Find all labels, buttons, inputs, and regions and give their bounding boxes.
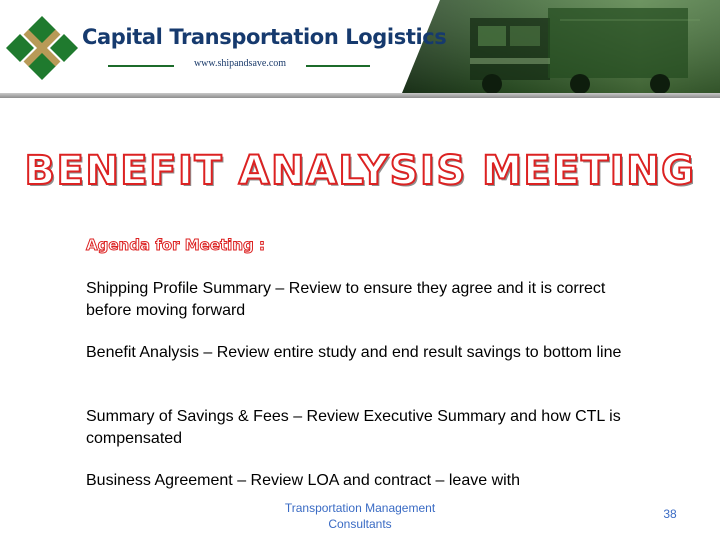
header-banner (0, 0, 720, 100)
slide-title: BENEFIT ANALYSIS MEETING (24, 148, 696, 194)
agenda-item: Benefit Analysis – Review entire study and end result savings to bottom line (86, 344, 622, 361)
company-logo-icon (6, 14, 78, 82)
footer-text: Transportation Management Consultants (284, 501, 436, 531)
website-row (108, 58, 370, 72)
divider (306, 65, 370, 67)
page-number: 38 (663, 507, 677, 521)
banner-border (0, 93, 720, 98)
agenda-heading: Agenda for Meeting : (86, 236, 265, 254)
divider (108, 65, 174, 67)
agenda-item: Shipping Profile Summary – Review to ensure they agree and it is correct before moving forward (86, 280, 606, 319)
website-link[interactable]: www.shipandsave.com (193, 58, 287, 69)
truck-image (0, 0, 720, 98)
agenda-item: Business Agreement – Review LOA and contract – leave with (86, 472, 521, 489)
agenda-item: Summary of Savings & Fees – Review Executive Summary and how CTL is compensated (86, 408, 621, 447)
brand-name: Capital Transportation Logistics (82, 25, 447, 49)
